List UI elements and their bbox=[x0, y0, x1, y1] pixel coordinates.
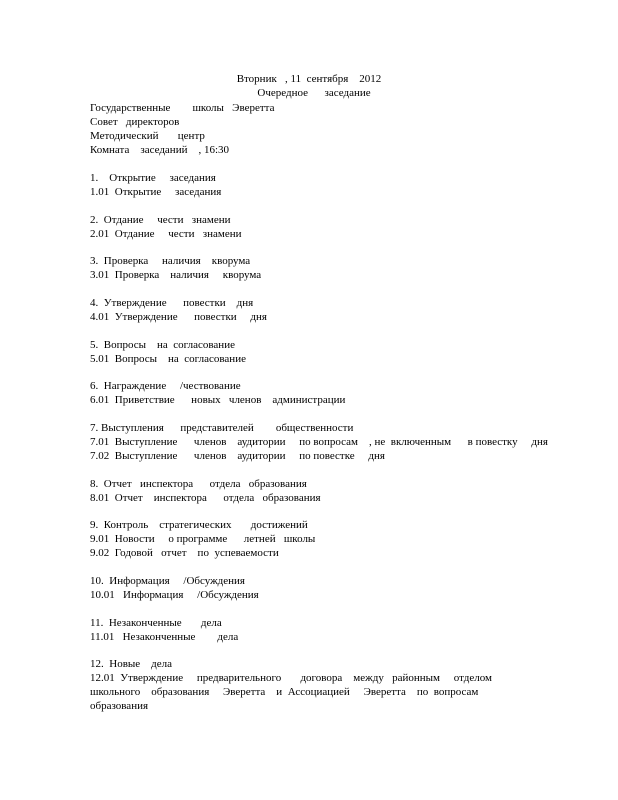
agenda-item-continuation: школьного образования Эверетта и Ассоциацией Эверетта по вопросам bbox=[90, 686, 479, 698]
agenda-item: 11.01 Незаконченные дела bbox=[90, 631, 239, 643]
agenda-item: 2.01 Отдание чести знамени bbox=[90, 228, 242, 240]
agenda-section-title: 10. Информация /Обсуждения bbox=[90, 575, 245, 587]
agenda-section-title: 1. Открытие заседания bbox=[90, 172, 216, 184]
agenda-item: 6.01 Приветствие новых членов администрации bbox=[90, 394, 346, 406]
agenda-section-title: 8. Отчет инспектора отдела образования bbox=[90, 478, 307, 490]
agenda-section-title: 12. Новые дела bbox=[90, 658, 173, 670]
agenda-section-title: 3. Проверка наличия кворума bbox=[90, 255, 251, 267]
agenda-section-title: 6. Награждение /чествование bbox=[90, 380, 241, 392]
agenda-item: 7.02 Выступление членов аудитории по повестке дня bbox=[90, 450, 385, 462]
meeting-date: Вторник , 11 сентября 2012 bbox=[236, 73, 382, 85]
agenda-section-title: 4. Утверждение повестки дня bbox=[90, 297, 254, 309]
agenda-section-title: 2. Отдание чести знамени bbox=[90, 214, 231, 226]
agenda-item: 7.01 Выступление членов аудитории по вопросам , не включенным в повестку дня bbox=[90, 436, 548, 448]
agenda-item-continuation: образования bbox=[90, 700, 149, 712]
agenda-item: 12.01 Утверждение предварительного договора между районным отделом bbox=[90, 672, 492, 684]
meeting-room-time: Комната заседаний , 16:30 bbox=[90, 144, 230, 156]
org-board: Совет директоров bbox=[90, 116, 180, 128]
agenda-item: 9.01 Новости о программе летней школы bbox=[90, 533, 316, 545]
meeting-type: Очередное заседание bbox=[257, 87, 371, 99]
org-center: Методический центр bbox=[90, 130, 205, 142]
agenda-item: 9.02 Годовой отчет по успеваемости bbox=[90, 547, 279, 559]
agenda-section-title: 7. Выступления представителей общественности bbox=[90, 422, 354, 434]
agenda-section-title: 9. Контроль стратегических достижений bbox=[90, 519, 308, 531]
org-name: Государственные школы Эверетта bbox=[90, 102, 275, 114]
agenda-item: 8.01 Отчет инспектора отдела образования bbox=[90, 492, 321, 504]
agenda-item: 1.01 Открытие заседания bbox=[90, 186, 222, 198]
agenda-item: 10.01 Информация /Обсуждения bbox=[90, 589, 259, 601]
agenda-section-title: 11. Незаконченные дела bbox=[90, 617, 222, 629]
agenda-section-title: 5. Вопросы на согласование bbox=[90, 339, 235, 351]
agenda-item: 5.01 Вопросы на согласование bbox=[90, 353, 246, 365]
agenda-item: 4.01 Утверждение повестки дня bbox=[90, 311, 267, 323]
agenda-item: 3.01 Проверка наличия кворума bbox=[90, 269, 262, 281]
